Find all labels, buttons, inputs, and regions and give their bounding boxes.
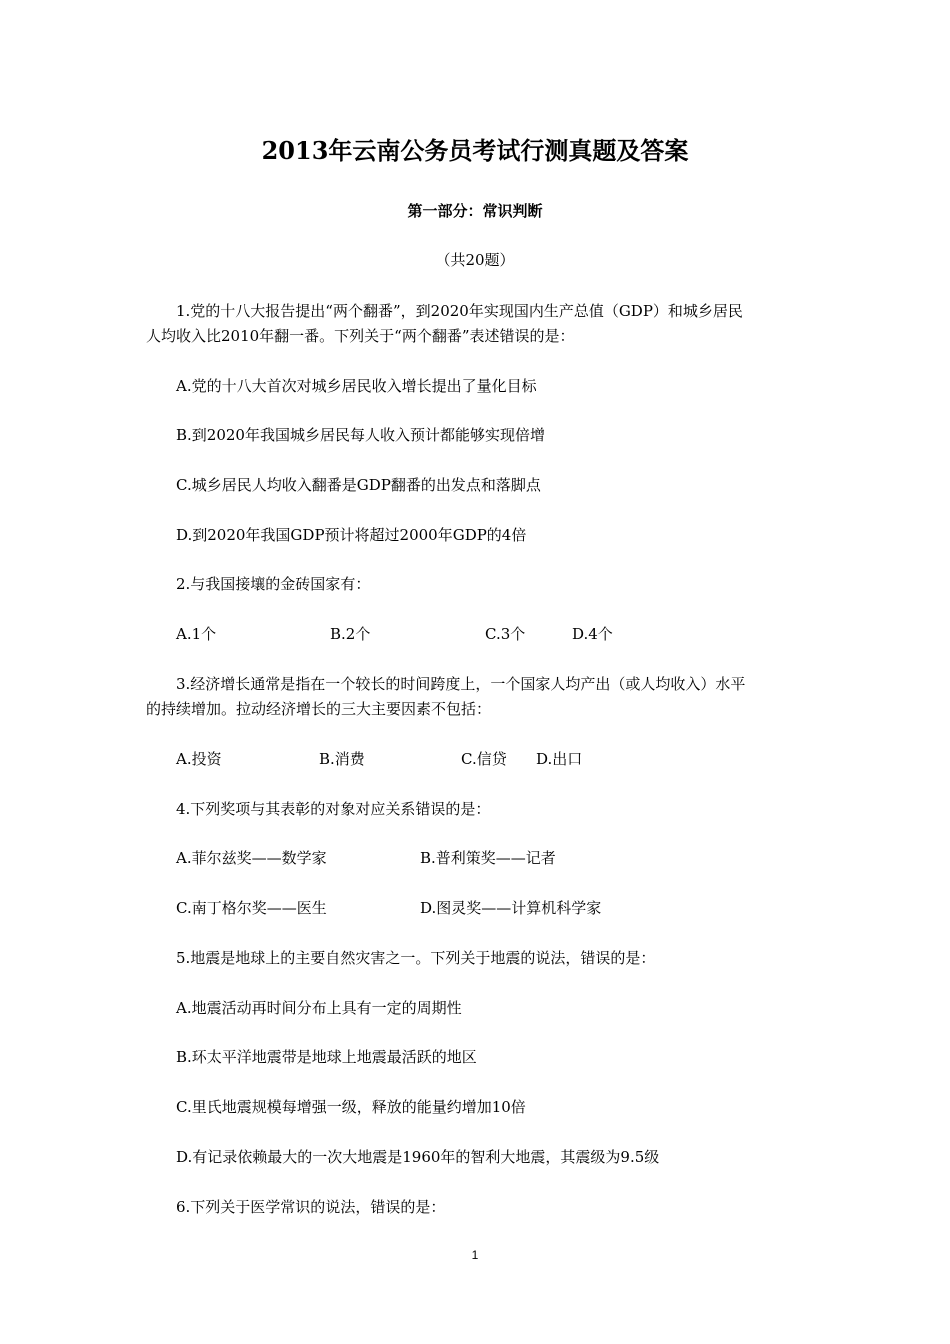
q1-option-c: C.城乡居民人均收入翻番是GDP翻番的出发点和落脚点 xyxy=(176,476,541,494)
q3-option-d: D.出口 xyxy=(536,750,583,768)
q4-stem: 4.下列奖项与其表彰的对象对应关系错误的是： xyxy=(176,800,491,818)
q2-stem: 2.与我国接壤的金砖国家有： xyxy=(176,575,371,593)
q1-option-a: A.党的十八大首次对城乡居民收入增长提出了量化目标 xyxy=(176,377,537,395)
q6-stem: 6.下列关于医学常识的说法，错误的是： xyxy=(176,1198,446,1216)
q1-option-b: B.到2020年我国城乡居民每人收入预计都能够实现倍增 xyxy=(176,426,545,444)
q3-option-a: A.投资 xyxy=(176,750,222,768)
page-number: 1 xyxy=(471,1248,479,1262)
q5-option-b: B.环太平洋地震带是地球上地震最活跃的地区 xyxy=(176,1048,477,1066)
q4-option-a: A.菲尔兹奖——数学家 xyxy=(176,849,327,867)
q3-option-c: C.信贷 xyxy=(461,750,507,768)
q3-option-b: B.消费 xyxy=(319,750,365,768)
section-heading: 第一部分：常识判断 xyxy=(407,202,543,220)
q2-option-b: B.2个 xyxy=(330,625,371,643)
q1-option-d: D.到2020年我国GDP预计将超过2000年GDP的4倍 xyxy=(176,526,527,544)
page-title: 2013年云南公务员考试行测真题及答案 xyxy=(261,136,689,165)
question-count: （共20题） xyxy=(435,251,515,269)
q4-option-c: C.南丁格尔奖——医生 xyxy=(176,899,327,917)
q4-option-d: D.图灵奖——计算机科学家 xyxy=(420,899,602,917)
q2-option-c: C.3个 xyxy=(485,625,526,643)
q5-stem: 5.地震是地球上的主要自然灾害之一。下列关于地震的说法，错误的是： xyxy=(176,949,656,967)
q2-option-d: D.4个 xyxy=(572,625,613,643)
q3-stem-line2: 的持续增加。拉动经济增长的三大主要因素不包括： xyxy=(146,700,492,718)
q5-option-c: C.里氏地震规模每增强一级，释放的能量约增加10倍 xyxy=(176,1098,526,1116)
q5-option-a: A.地震活动再时间分布上具有一定的周期性 xyxy=(176,999,462,1017)
q4-option-b: B.普利策奖——记者 xyxy=(420,849,556,867)
q1-stem-line2: 人均收入比2010年翻一番。下列关于“两个翻番”表述错误的是： xyxy=(146,327,575,345)
q2-option-a: A.1个 xyxy=(176,625,217,643)
q5-option-d: D.有记录依赖最大的一次大地震是1960年的智利大地震，其震级为9.5级 xyxy=(176,1148,660,1166)
q3-stem-line1: 3.经济增长通常是指在一个较长的时间跨度上，一个国家人均产出（或人均收入）水平 xyxy=(176,675,746,693)
q1-stem-line1: 1.党的十八大报告提出“两个翻番”，到2020年实现国内生产总值（GDP）和城乡居民 xyxy=(176,302,743,320)
